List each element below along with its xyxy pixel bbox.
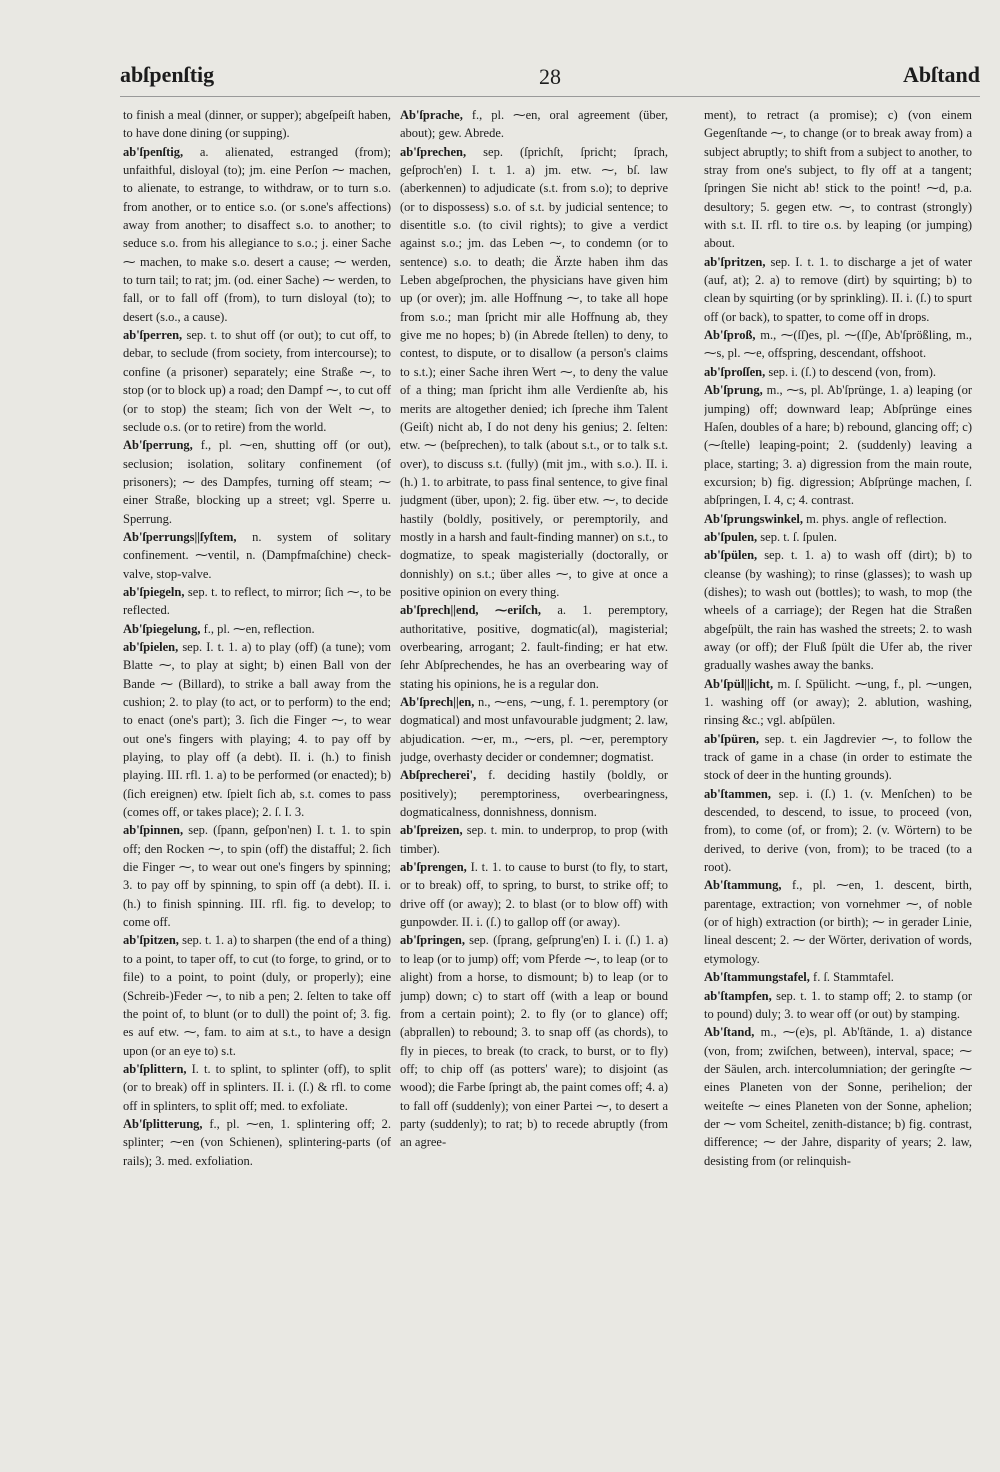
entry-headword: ab'ſpielen, bbox=[123, 639, 179, 654]
entry-headword: ab'ſpulen, bbox=[704, 529, 758, 544]
entry-definition: I. t. 1. to cause to burst (to fly, to start, or to break) off, to spring, to burst, to strike off; to drive off (or away); 2. to blast (or to blow off) with gunpowder. II. i. (ſ.) to gallop off (or away). bbox=[400, 860, 668, 930]
dictionary-entry bbox=[704, 381, 972, 509]
entry-headword: ab'ſprengen, bbox=[400, 860, 467, 875]
dictionary-entry bbox=[704, 510, 972, 528]
dictionary-entry bbox=[704, 528, 972, 546]
dictionary-entry bbox=[704, 785, 972, 877]
dictionary-entry bbox=[123, 620, 391, 638]
entry-definition: a. 1. peremptory, authoritative, positive, dogmatic(al), magisterial; overbearing, arrogant; 2. fault-finding; er hat etw. ſehr Abſprechendes, he has an overbearing way of stating his opinions, he is a regular don. bbox=[400, 603, 668, 691]
dictionary-entry bbox=[400, 143, 668, 602]
entry-headword: Ab'ſplitterung, bbox=[123, 1116, 203, 1131]
dictionary-entry bbox=[123, 1115, 391, 1170]
entry-headword: ab'ſpiegeln, bbox=[123, 584, 185, 599]
entry-definition: sep. i. (ſ.) to descend (von, from). bbox=[768, 364, 937, 379]
header-guide-word-right: Abſtand bbox=[902, 62, 980, 87]
dictionary-entry bbox=[704, 876, 972, 968]
entry-definition: sep. t. min. to underprop, to prop (with timber). bbox=[400, 823, 668, 856]
entry-definition: m. phys. angle of reflection. bbox=[806, 511, 947, 526]
dictionary-entry bbox=[400, 931, 668, 1151]
header-guide-word-left: abſpenſtig bbox=[120, 62, 215, 87]
dictionary-entry bbox=[704, 968, 972, 986]
dictionary-entry bbox=[123, 143, 391, 326]
entry-definition: sep. t. ein Jagdrevier ⁓, to follow the track of game in a chase (in order to estimate the stock of deer in the hunting grounds). bbox=[704, 731, 972, 783]
entry-definition: a. alienated, estranged (from); unfaithful, disloyal (to); jm. eine Perſon ⁓ machen, to alienate, to estrange, to withdraw, or to turn s.o. from another, or to entice s.o. (or s.one's affections) away from another; to disaffect s.o. to another; to seduce s.o. from his allegiance to s.o.; j. einer Sache ⁓ machen, to make s.o. desert a cause; ⁓ werden, to turn tail; to rat; jm. (od. einer Sache) ⁓ werden, to fall, or to fall off (from), to turn disloyal (to); to desert (s.o., a cause). bbox=[123, 144, 391, 324]
page-header bbox=[120, 58, 980, 90]
entry-definition: sep. t. 1. to stamp off; 2. to stamp (or to pound) duly; 3. to wear off (or out) by stamping. bbox=[704, 988, 972, 1021]
entry-headword: ab'ſpülen, bbox=[704, 548, 758, 563]
entry-definition: sep. (ſpann, geſpon'nen) I. t. 1. to spin off; den Rocken ⁓, to spin (off) the distafful; 2. ſich die Finger ⁓, to wear out one's fingers by spinning; 3. to pay off by spinning, to spin off (a debt). II. i. (h.) to finish spinning. III. rfl. fig. to develop; to come off. bbox=[123, 823, 391, 930]
entry-headword: ab'ſpreizen, bbox=[400, 823, 463, 838]
entry-definition: sep. t. ſ. ſpulen. bbox=[760, 529, 838, 544]
entry-definition: n., ⁓ens, ⁓ung, f. 1. peremptory (or dogmatical) and most unfavourable judgment; 2. law, abjudication. ⁓er, m., ⁓ers, pl. ⁓er, peremptory judge, overhasty decider or condemner; dogmatist. bbox=[400, 695, 668, 765]
entry-headword: ab'ſtammen, bbox=[704, 786, 772, 801]
entry-definition: sep. I. t. 1. to discharge a jet of water (auf, at); 2. a) to remove (dirt) by squirting; b) to clean by squirting (or by sprinkling). II. i. (ſ.) to spurt off (or back), to spatter, to come off in drops. bbox=[704, 254, 972, 324]
entry-definition: sep. i. (ſ.) 1. (v. Menſchen) to be descended, to descend, to issue, to proceed (von, from), to come (of, or from); 2. (v. Wörtern) to be derived, to derive (von, from); to be traced (to a root). bbox=[704, 786, 972, 875]
entry-headword: Ab'ſtand, bbox=[704, 1025, 755, 1040]
entry-headword: ab'ſpinnen, bbox=[123, 823, 184, 838]
dictionary-entry bbox=[400, 693, 668, 766]
entry-headword: Ab'ſtammung, bbox=[704, 878, 782, 893]
entry-headword: Ab'ſprungswinkel, bbox=[704, 511, 803, 526]
entry-definition: f., pl. ⁓en, reflection. bbox=[203, 621, 315, 636]
dictionary-entry bbox=[123, 436, 391, 528]
dictionary-entry bbox=[704, 1023, 972, 1170]
entry-headword: ab'ſprechen, bbox=[400, 144, 467, 159]
dictionary-entry bbox=[704, 106, 972, 253]
dictionary-entry bbox=[123, 931, 391, 1059]
entry-headword: ab'ſpitzen, bbox=[123, 933, 179, 948]
entry-definition: f., pl. ⁓en, 1. descent, birth, parentage, extraction; von vornehmer ⁓, of noble (or of high) extraction (or birth); ⁓ in gerader Linie, lineal descent; 2. ⁓ der Wörter, derivation of words, etymology. bbox=[704, 878, 972, 966]
dictionary-entry bbox=[704, 253, 972, 326]
entry-definition: sep. t. 1. a) to wash off (dirt); b) to cleanse (by washing); to rinse (glasses); to wash up (dishes); to wash out (bottles); to wash, to mop (the wheels of a carriage); der Regen hat die Straßen abgeſpült, the rain has washed the streets; 2. to wash away (or off); der Fluß ſpült die Ufer ab, the river gradually washes away the banks. bbox=[704, 548, 972, 673]
entry-definition: f., pl. ⁓en, oral agreement (über, about); gew. Abrede. bbox=[400, 108, 668, 141]
entry-headword: ab'ſplittern, bbox=[123, 1061, 187, 1076]
dictionary-entry bbox=[400, 858, 668, 931]
entry-headword: ab'ſtampfen, bbox=[704, 988, 772, 1003]
entry-definition: m., ⁓(ſſ)es, pl. ⁓(ſſ)e, Ab'ſprößling, m., ⁓s, pl. ⁓e, offspring, descendant, offshoot. bbox=[704, 328, 972, 361]
entry-definition: sep. t. to shut off (or out); to cut off, to debar, to seclude (from society, from intercourse); to confine (a prisoner) separately; eine Straße ⁓, to stop (or to block up) a road; den Dampf ⁓, to cut off (or to stop) the steam; ſich von der Welt ⁓, to seclude o.s. (or to retire) from the world. bbox=[123, 328, 391, 434]
dictionary-entry bbox=[400, 766, 668, 821]
dictionary-entry bbox=[400, 821, 668, 858]
dictionary-entry bbox=[123, 1060, 391, 1115]
entry-definition: sep. t. 1. a) to sharpen (the end of a thing) to a point, to taper off, to cut (to forge, to grind, or to file) to a point, to point (duly, or properly); eine (Schreib-)Feder ⁓, to nib a pen; 2. ſelten to take off the point of, to blunt (or to dull) the point of; 3. fig. es auf etw. ⁓, fam. to aim at s.t., to have a design upon (or an eye to) s.t. bbox=[123, 933, 391, 1058]
header-rule bbox=[120, 96, 980, 97]
entry-definition: ment), to retract (a promise); c) (von einem Gegenſtande ⁓, to change (or to break away from) a subject abruptly; to shift from a subject to another, to stray from one's subject, to fly off at a tangent; ſpringen Sie nicht ab! stick to the point! ⁓d, p.a. desultory; 5. gegen etw. ⁓, to contrast (strongly) with s.t. II. rfl. to tire o.s. by leaping (or jumping) about. bbox=[704, 108, 972, 251]
dictionary-entry bbox=[704, 326, 972, 363]
entry-headword: Ab'ſperrung, bbox=[123, 438, 193, 453]
entry-definition: f. ſ. Stammtafel. bbox=[813, 970, 894, 985]
entry-headword: Ab'ſprech||en, bbox=[400, 695, 475, 709]
entry-definition: I. t. to splint, to splinter (off), to split (or to break) off in splinters. II. i. (ſ.) & rfl. to come off in splinters, to split off; med. to exfoliate. bbox=[123, 1061, 391, 1113]
dictionary-entry bbox=[400, 601, 668, 693]
entry-definition: sep. I. t. 1. a) to play (off) (a tune); vom Blatte ⁓, to play at sight; b) einen Ball von der Bande ⁓ (Billard), to strike a ball away from the cushion; 2. to play (to act, or to perform) to the end; to enact (one's part); 3. ſich die Finger ⁓, to wear out one's fingers with playing; 4. to pay off by playing, to play off (a debt). II. i. (h.) to finish playing. III. rfl. 1. a) to be performed (or enacted); b) (ſich ereignen) etw. ſpielt ſich ab, s.t. comes to pass (comes off, or takes place); 2. ſ. I. 3. bbox=[123, 639, 391, 820]
dictionary-entry bbox=[123, 583, 391, 620]
entry-headword: Abſprecherei', bbox=[400, 768, 477, 783]
entry-definition: f., pl. ⁓en, 1. splintering off; 2. splinter; ⁓en (von Schienen), splintering-parts (of rails); 3. med. exfoliation. bbox=[123, 1116, 391, 1168]
entry-headword: ab'ſpenſtig, bbox=[123, 144, 184, 159]
dictionary-entry bbox=[123, 326, 391, 436]
dictionary-entry bbox=[123, 106, 391, 143]
entry-definition: sep. (ſprang, geſprung'en) I. i. (ſ.) 1. a) to leap (or to jump) off; vom Pferde ⁓, to leap (or to alight) from a horse, to dismount; b) to leap (or to jump) down; c) to start off (with a leap or bound from a certain point); 2. to fly (or to glance) off; (abprallen) to rebound; 3. to snap off (as chords), to fly in pieces, to break (to crack, to burst, or to fly) off; to chip off (as potters' ware); to disjoint (as wood); die Farbe ſpringt ab, the paint comes off; 4. a) to fall off (suddenly); von einer Partei ⁓, to desert a party (suddenly); to rat; b) to recede abruptly (from an agree- bbox=[400, 933, 668, 1150]
entry-headword: ab'ſproſſen, bbox=[704, 364, 766, 379]
column-2 bbox=[400, 106, 668, 1426]
dictionary-entry bbox=[123, 528, 391, 583]
entry-headword: Ab'ſprung, bbox=[704, 383, 763, 398]
entry-headword: Ab'ſtammungstafel, bbox=[704, 970, 810, 985]
dictionary-entry bbox=[400, 106, 668, 143]
entry-definition: m. ſ. Spülicht. ⁓ung, f., pl. ⁓ungen, 1. washing off (or away); 2. ablution, washing, rinsing &c.; vgl. abſpülen. bbox=[704, 676, 972, 728]
entry-headword: ab'ſpritzen, bbox=[704, 254, 766, 269]
entry-headword: ab'ſperren, bbox=[123, 328, 183, 343]
dictionary-entry bbox=[704, 675, 972, 730]
entry-definition: m., ⁓(e)s, pl. Ab'ſtände, 1. a) distance (von, from; zwiſchen, between), interval, space; ⁓ der Säulen, arch. intercolumniation; der geringſte ⁓ eines Planeten von der Sonne, perihelion; der weiteſte ⁓ eines Planeten von der Sonne, aphelion; der ⁓ vom Scheitel, zenith-distance; b) fig. contrast, difference; ⁓ der Jahre, disparity of years; 2. law, desisting from (or relinquish- bbox=[704, 1025, 972, 1168]
entry-headword: Ab'ſproß, bbox=[704, 328, 756, 343]
page-number: 28 bbox=[539, 64, 561, 89]
entry-headword: ab'ſpringen, bbox=[400, 933, 465, 948]
entry-definition: n. system of solitary confinement. ⁓ventil, n. (Dampfmaſchine) check-valve, stop-valve. bbox=[123, 529, 391, 581]
dictionary-entry bbox=[704, 546, 972, 674]
entry-headword: ab'ſprech||end, ⁓eriſch, bbox=[400, 603, 542, 618]
entry-headword: Ab'ſprache, bbox=[400, 108, 463, 122]
dictionary-entry bbox=[123, 638, 391, 821]
dictionary-entry bbox=[704, 987, 972, 1024]
entry-definition: sep. (ſprichſt, ſpricht; ſprach, geſproch'en) I. t. 1. a) jm. etw. ⁓, bſ. law (aberkennen) to adjudicate (s.t. from s.o); to deprive (or to dispossess) s.o. of s.t. by judicial sentence; to disentitle s.o. (to civil rights); to give a verdict against s.o.; jm. das Leben ⁓, to condemn (or to sentence) s.o. to death; die Ärzte haben ihm das Leben abgeſprochen, the physicians have given him up (or over); jm. alle Hoffnung ⁓, to take all hope from s.o.; man ſpricht mir alle Hoffnung ab, they give me no hopes; b) (in Abrede ſtellen) to deny, to contest, to dispute, or to disallow (a person's claims to s.t.); einer Sache ihren Wert ⁓, to deny the value of a thing; man ſpricht ihm alle Verdienſte ab, his merits are altogether denied; ich ſpreche ihm Talent (Geiſt) nicht ab, I do not deny his genius; 2. ſelten: etw. ⁓ (beſprechen), to talk (about s.t., or to talk s.t. over), to discuss s.t. (fully) (mit jm., with s.o.). II. i. (h.) 1. to arbitrate, to pass final sentence, to give final judgment (über, upon); 2. fig. über etw. ⁓, to decide hastily (boldly, positively, or peremptorily, and mostly in a harsh and fault-finding manner) on s.t., to dogmatize, to speak magisterially (doctorally, or donnishly) on s.t.; über alles ⁓, to give at once a positive opinion on every thing. bbox=[400, 144, 668, 599]
entry-headword: ab'ſpüren, bbox=[704, 731, 759, 746]
entry-headword: Ab'ſperrungs||ſyſtem, bbox=[123, 529, 237, 544]
entry-definition: to finish a meal (dinner, or supper); abgeſpeiſt haben, to have done dining (or supping). bbox=[123, 108, 391, 141]
dictionary-entry bbox=[704, 730, 972, 785]
entry-definition: m., ⁓s, pl. Ab'ſprünge, 1. a) leaping (or jumping) off; downward leap; Abſprünge eines Haſen, doubles of a hare; b) rebound, glancing off; c) (⁓ſtelle) leaping-point; 2. (suddenly) leaving a place, starting; 3. a) digression from the main route, excursion; b) fig. digression; Abſprünge machen, ſ. abſpringen, I. 4, c; 4. contrast. bbox=[704, 383, 972, 508]
dictionary-entry bbox=[704, 363, 972, 381]
entry-definition: f., pl. ⁓en, shutting off (or out), seclusion; isolation, solitary confinement (of prisoners); ⁓ des Dampfes, turning off steam; ⁓ einer Straße, blocking up a street; vgl. Sperre u. Sperrung. bbox=[123, 438, 391, 526]
dictionary-entry bbox=[123, 821, 391, 931]
entry-definition: f. deciding hastily (boldly, or positively); peremptoriness, overbearingness, dogmaticalness, donnishness, donnism. bbox=[400, 768, 668, 820]
column-1 bbox=[123, 106, 391, 1426]
entry-headword: Ab'ſpiegelung, bbox=[123, 621, 201, 636]
entry-headword: Ab'ſpül||icht, bbox=[704, 676, 774, 691]
column-3 bbox=[704, 106, 972, 1426]
entry-definition: sep. t. to reflect, to mirror; ſich ⁓, to be reflected. bbox=[123, 584, 391, 618]
